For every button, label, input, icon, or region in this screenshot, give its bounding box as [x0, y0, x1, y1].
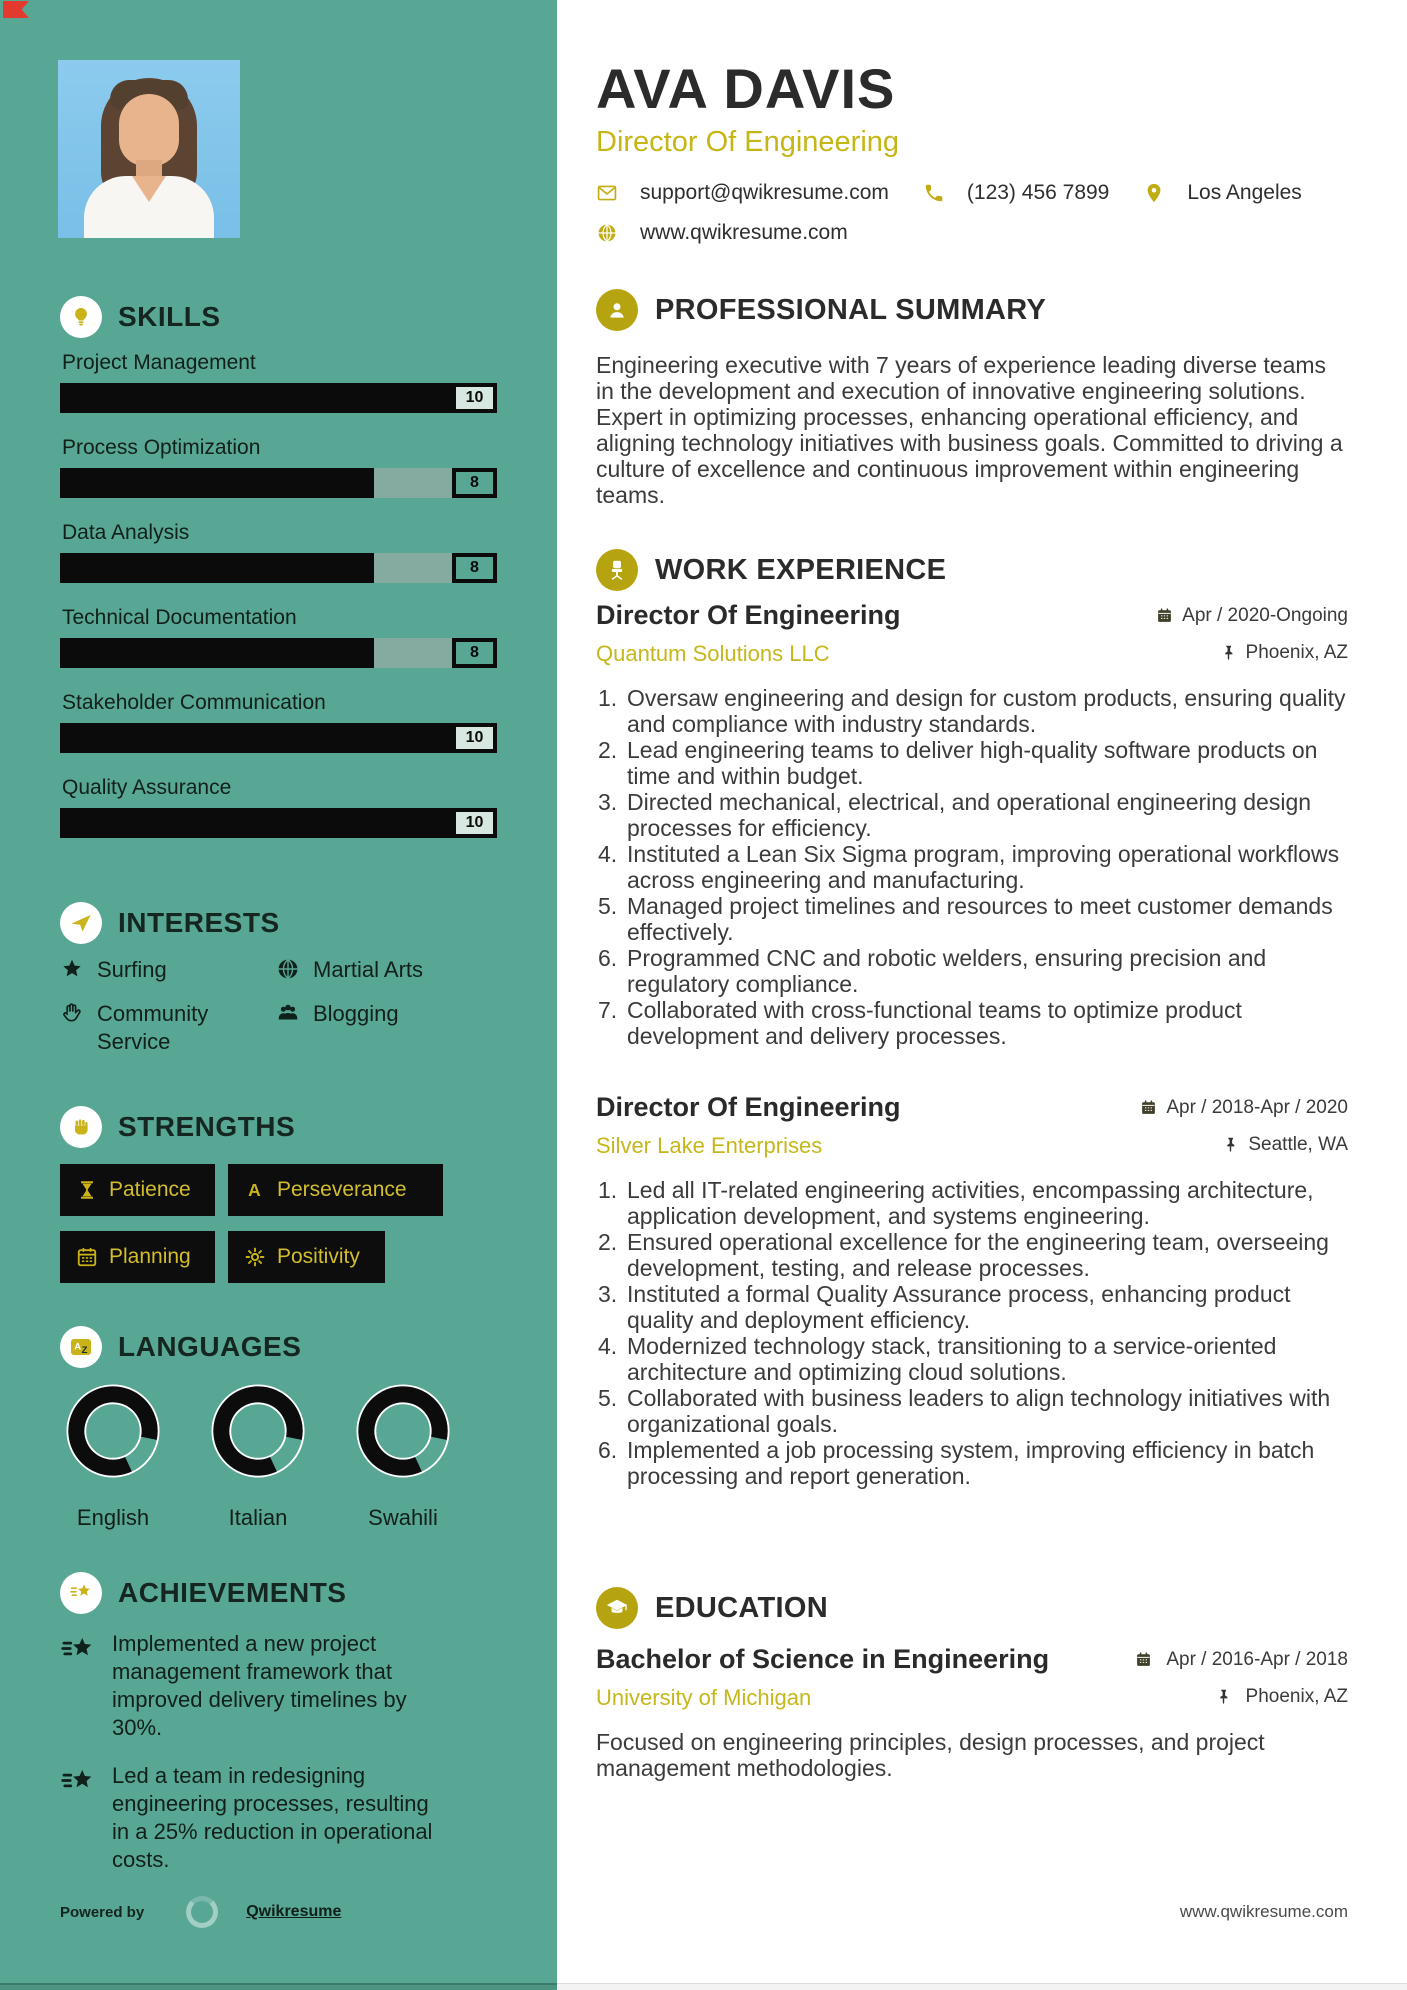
language-donuts [60, 1384, 497, 1483]
achievement-item [60, 1762, 497, 1874]
strength-chip [60, 1231, 215, 1283]
experience-title: WORK EXPERIENCE [655, 553, 947, 586]
strength-chip [228, 1164, 443, 1216]
interests-list [60, 956, 497, 1056]
strengths-section [60, 1106, 497, 1283]
skill-value-badge: 10 [452, 723, 497, 753]
skill-bar-fill [60, 808, 497, 838]
svg-text:A: A [74, 1341, 82, 1353]
contact-row-1 [596, 181, 1348, 205]
education-location: Phoenix, AZ [1215, 1686, 1348, 1708]
job-entry [596, 1092, 1348, 1489]
strength-label: Planning [109, 1245, 191, 1268]
job-entry [596, 600, 1348, 1049]
strength-label: Positivity [277, 1245, 360, 1268]
person-icon [596, 289, 638, 331]
shooting-star-icon [60, 1762, 96, 1798]
skill-bar-fill [60, 383, 497, 413]
location-value: Los Angeles [1187, 180, 1302, 204]
paper-plane-icon [60, 902, 102, 944]
language-label-box [356, 1483, 450, 1531]
languages-title: LANGUAGES [118, 1331, 302, 1362]
job-bullet: Collaborated with cross-functional teams to optimize product development and delivery processes. [627, 997, 1242, 1049]
interests-title: INTERESTS [118, 907, 280, 938]
translate-az-icon [60, 1326, 102, 1368]
job-bullet: Instituted a formal Quality Assurance process, enhancing product quality and deployment efficiency. [627, 1281, 1291, 1333]
phone-value: (123) 456 7899 [966, 180, 1110, 204]
qwikresume-link[interactable]: Qwikresume [246, 1903, 342, 1920]
skill-bar [60, 808, 497, 838]
skill-value-badge: 8 [452, 638, 497, 668]
skill-bar [60, 553, 497, 583]
education-section [596, 1586, 1348, 1781]
skill-bar-fill [60, 723, 497, 753]
qwikresume-logo-icon [186, 1896, 218, 1928]
skill-value-badge: 8 [452, 468, 497, 498]
interest-label: Blogging [313, 1001, 399, 1026]
job-bullet: Modernized technology stack, transitioning to a service-oriented architecture and optimizing cloud solutions. [627, 1333, 1277, 1385]
skills-section [60, 296, 497, 838]
language-donut [66, 1384, 160, 1483]
person-role: Director Of Engineering [596, 125, 900, 158]
strength-label: Perseverance [277, 1178, 407, 1201]
skill-bar-fill [60, 468, 374, 498]
skill-label: Technical Documentation [62, 606, 297, 629]
language-label-box [66, 1483, 160, 1531]
company-name: Silver Lake Enterprises [596, 1133, 823, 1158]
job-dates: Apr / 2018-Apr / 2020 [1140, 1097, 1348, 1119]
achievement-item [60, 1630, 497, 1742]
strength-chip [228, 1231, 385, 1283]
summary-title: PROFESSIONAL SUMMARY [655, 293, 1047, 326]
main-column [557, 0, 1407, 1990]
degree-title: Bachelor of Science in Engineering [596, 1644, 1050, 1674]
bottom-strip-sidebar [0, 1983, 557, 1990]
sidebar-footer [60, 1896, 341, 1928]
job-bullet: Lead engineering teams to deliver high-quality software products on time and within budget. [627, 737, 1318, 789]
lightbulb-icon [60, 296, 102, 338]
svg-text:A: A [248, 1179, 261, 1200]
calendar-icon [1140, 1099, 1157, 1116]
job-title: Director Of Engineering [596, 600, 901, 630]
email-value: support@qwikresume.com [640, 180, 889, 204]
strengths-title: STRENGTHS [118, 1111, 296, 1142]
skill-bar-fill [60, 553, 374, 583]
bottom-strip-main [557, 1983, 1407, 1990]
skill-bar [60, 638, 497, 668]
interest-item [276, 956, 497, 984]
job-bullet-list [596, 685, 1348, 1049]
job-location: Phoenix, AZ [1220, 642, 1348, 664]
pushpin-icon [1215, 1688, 1237, 1705]
office-chair-icon [596, 549, 638, 591]
pushpin-icon [1222, 1136, 1239, 1153]
skill-bar [60, 383, 497, 413]
shooting-star-icon [60, 1572, 102, 1614]
calendar-icon [1135, 1651, 1157, 1668]
profile-photo [58, 60, 240, 238]
strengths-list [60, 1164, 497, 1283]
skill-label: Quality Assurance [62, 776, 232, 799]
job-bullet: Implemented a job processing system, improving efficiency in batch processing and report generation. [627, 1437, 1315, 1489]
achievements-list [60, 1630, 497, 1874]
language-donut [356, 1384, 450, 1483]
experience-heading [596, 548, 1348, 592]
svg-text:Z: Z [81, 1345, 88, 1356]
globe-icon [596, 222, 618, 244]
globe-icon [276, 956, 300, 980]
language-donut [211, 1384, 305, 1483]
skills-list [60, 351, 497, 838]
job-bullet-list [596, 1177, 1348, 1489]
summary-section [596, 288, 1348, 508]
header-block [596, 58, 1348, 245]
users-icon [276, 1000, 300, 1024]
website-value: www.qwikresume.com [640, 220, 848, 244]
calendar-icon [76, 1246, 98, 1268]
job-bullet: Collaborated with business leaders to align technology initiatives with organizational goals. [627, 1385, 1331, 1437]
job-title: Director Of Engineering [596, 1092, 901, 1122]
skill-bar [60, 723, 497, 753]
interest-label: Surfing [97, 957, 167, 982]
person-name: AVA DAVIS [596, 57, 896, 120]
skill-value-badge: 8 [452, 553, 497, 583]
strength-chip [60, 1164, 215, 1216]
job-bullet: Oversaw engineering and design for custom products, ensuring quality and compliance with industry standards. [627, 685, 1346, 737]
skill-label: Data Analysis [62, 521, 190, 544]
skill-value-badge: 10 [452, 383, 497, 413]
hourglass-icon [76, 1179, 98, 1201]
strength-label: Patience [109, 1178, 191, 1201]
education-title: EDUCATION [655, 1591, 828, 1624]
job-dates: Apr / 2020-Ongoing [1156, 605, 1348, 627]
interest-label: Martial Arts [313, 957, 424, 982]
cog-icon [244, 1246, 266, 1268]
education-description: Focused on engineering principles, design processes, and project management methodologies. [596, 1729, 1265, 1781]
achievement-text: Implemented a new project management framework that improved delivery timelines by 30%. [112, 1631, 407, 1740]
calendar-icon [1156, 607, 1173, 624]
phone-icon [923, 182, 945, 204]
sidebar [0, 0, 557, 1990]
achievement-text: Led a team in redesigning engineering processes, resulting in a 25% reduction in operational costs. [112, 1763, 433, 1872]
skill-label: Stakeholder Communication [62, 691, 326, 714]
graduation-cap-icon [596, 1587, 638, 1629]
powered-by-label: Powered by [60, 1903, 145, 1921]
skill-bar-fill [60, 638, 374, 668]
languages-section [60, 1326, 497, 1531]
hand-icon [60, 1000, 84, 1024]
skills-title: SKILLS [118, 301, 221, 332]
skill-bar [60, 468, 497, 498]
skill-label: Process Optimization [62, 436, 261, 459]
skill-label: Project Management [62, 351, 256, 374]
language-label: English [76, 1505, 150, 1530]
shooting-star-icon [60, 1630, 96, 1666]
skill-value-badge: 10 [452, 808, 497, 838]
job-bullet: Instituted a Lean Six Sigma program, improving operational workflows across engineering and manufacturing. [627, 841, 1340, 893]
language-label: Italian [228, 1505, 288, 1530]
school-name: University of Michigan [596, 1685, 812, 1710]
job-bullet: Ensured operational excellence for the engineering team, overseeing development, testing, and release processes. [627, 1229, 1329, 1281]
pushpin-icon [1220, 644, 1237, 661]
letter-a-icon [244, 1179, 266, 1201]
interest-item [60, 956, 276, 984]
summary-text: Engineering executive with 7 years of experience leading diverse teams in the development and execution of innovative engineering solutions. Expert in optimizing processes, enhancing operational efficiency, and aligning technology initiatives with business goals. Committed to driving a culture of excellence and continuous improvement within engineering teams. [596, 352, 1343, 508]
interest-item [60, 1000, 276, 1056]
language-labels [60, 1483, 497, 1531]
job-bullet: Programmed CNC and robotic welders, ensuring precision and regulatory compliance. [627, 945, 1267, 997]
star-icon [60, 956, 84, 980]
achievements-title: ACHIEVEMENTS [118, 1577, 347, 1608]
interests-section [60, 902, 497, 1056]
job-bullet: Managed project timelines and resources to meet customer demands effectively. [627, 893, 1333, 945]
footer-url: www.qwikresume.com [1179, 1902, 1348, 1921]
language-label-box [211, 1483, 305, 1531]
fist-icon [60, 1106, 102, 1148]
red-corner-mark [3, 1, 29, 18]
email-icon [596, 182, 618, 204]
interest-item [276, 1000, 497, 1056]
language-label: Swahili [368, 1505, 438, 1530]
company-name: Quantum Solutions LLC [596, 641, 830, 666]
job-bullet: Led all IT-related engineering activities, encompassing architecture, application development, and systems engineering. [627, 1177, 1314, 1229]
interest-label: Community Service [97, 1001, 209, 1054]
contact-row-2 [596, 221, 1348, 245]
job-location: Seattle, WA [1222, 1134, 1348, 1156]
achievements-section [60, 1572, 497, 1874]
job-bullet: Directed mechanical, electrical, and operational engineering design processes for efficiency. [627, 789, 1312, 841]
education-dates: Apr / 2016-Apr / 2018 [1135, 1649, 1348, 1671]
location-pin-icon [1143, 182, 1165, 204]
